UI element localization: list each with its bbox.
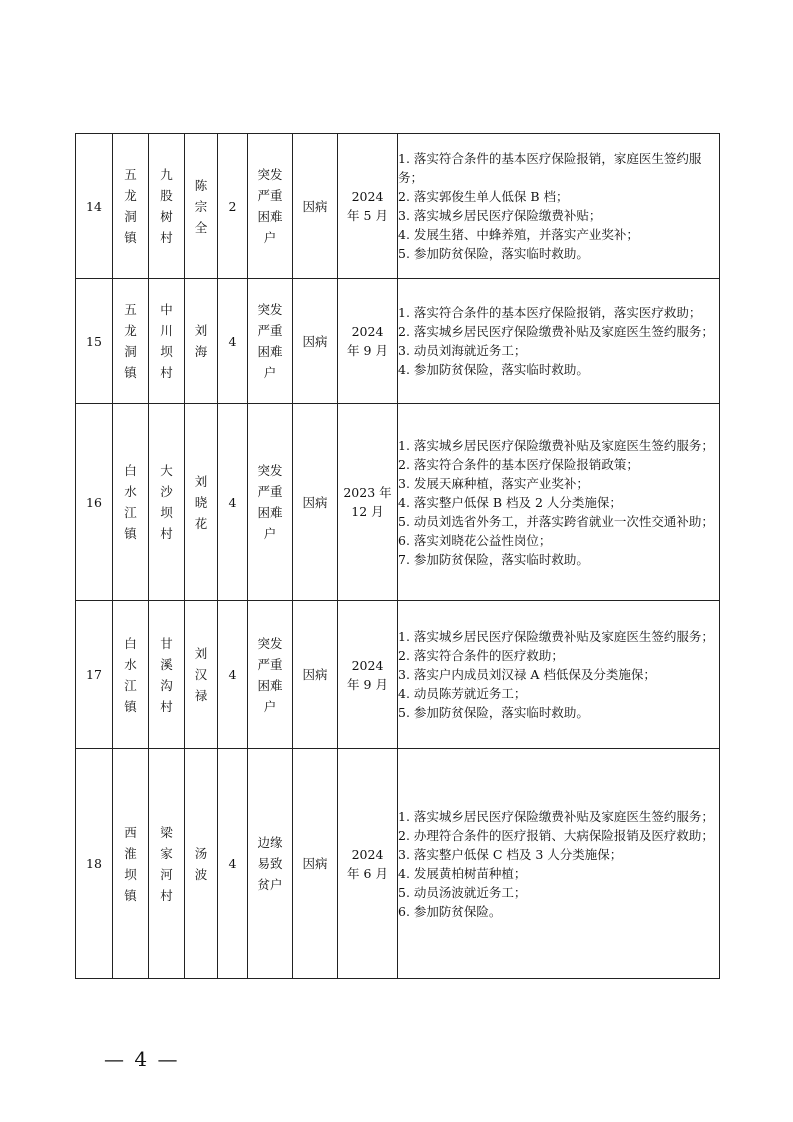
measure-item: 2. 落实郭俊生单人低保 B 档； <box>398 189 569 204</box>
village-cell: 大沙坝村 <box>149 404 185 601</box>
measure-item: 1. 落实符合条件的基本医疗保险报销，落实医疗救助； <box>398 305 702 320</box>
town-cell: 白水江镇 <box>113 601 149 749</box>
members-cell: 4 <box>218 749 248 979</box>
row-number: 18 <box>76 749 113 979</box>
table-row <box>76 749 720 979</box>
measure-item: 6. 落实刘晓花公益性岗位； <box>398 532 552 548</box>
town-cell: 五龙洞镇 <box>113 134 149 279</box>
table-row <box>76 601 720 749</box>
type-cell: 突发严重困难户 <box>248 134 293 279</box>
measure-item: 3. 发展天麻种植，落实产业奖补； <box>398 475 589 491</box>
row-number: 15 <box>76 279 113 404</box>
town-cell: 五龙洞镇 <box>113 279 149 404</box>
measure-item: 1. 落实城乡居民医疗保险缴费补贴及家庭医生签约服务； <box>398 629 714 644</box>
village-cell: 甘溪沟村 <box>149 601 185 749</box>
measure-item: 2. 办理符合条件的医疗报销、大病保险报销及医疗救助； <box>398 827 714 843</box>
village-cell: 梁家河村 <box>149 749 185 979</box>
measure-item: 3. 落实户内成员刘汉禄 A 档低保及分类施保； <box>398 667 656 682</box>
measure-item: 5. 动员刘选省外务工，并落实跨省就业一次性交通补助； <box>398 513 714 529</box>
name-cell: 陈宗全 <box>185 134 218 279</box>
name-cell: 刘晓花 <box>185 404 218 601</box>
measure-item: 2. 落实符合条件的基本医疗保险报销政策； <box>398 456 639 472</box>
date-cell: 2024 年 9 月 <box>338 601 398 749</box>
measure-item: 4. 动员陈芳就近务工； <box>398 686 527 701</box>
measure-item: 5. 参加防贫保险，落实临时救助。 <box>398 705 589 720</box>
row-number: 16 <box>76 404 113 601</box>
cause-cell: 因病 <box>293 404 338 601</box>
measure-item: 3. 落实整户低保 C 档及 3 人分类施保； <box>398 846 623 862</box>
date-cell: 2024 年 9 月 <box>338 279 398 404</box>
date-cell: 2024 年 5 月 <box>338 134 398 279</box>
measure-item: 5. 参加防贫保险，落实临时救助。 <box>398 246 589 261</box>
household-table <box>75 133 720 979</box>
date-cell: 2024 年 6 月 <box>338 749 398 979</box>
cause-cell: 因病 <box>293 749 338 979</box>
date-cell: 2023 年 12 月 <box>338 404 398 601</box>
type-cell: 突发严重困难户 <box>248 601 293 749</box>
name-cell: 刘汉禄 <box>185 601 218 749</box>
members-cell: 4 <box>218 404 248 601</box>
table-row <box>76 279 720 404</box>
measure-item: 7. 参加防贫保险，落实临时救助。 <box>398 551 589 567</box>
page-number: — 4 — <box>104 1047 180 1071</box>
measure-item: 2. 落实城乡居民医疗保险缴费补贴及家庭医生签约服务； <box>398 324 714 339</box>
measure-item: 3. 落实城乡居民医疗保险缴费补贴； <box>398 208 602 223</box>
measure-item: 4. 落实整户低保 B 档及 2 人分类施保； <box>398 494 622 510</box>
cause-cell: 因病 <box>293 601 338 749</box>
measure-item: 4. 发展生猪、中蜂养殖，并落实产业奖补； <box>398 227 639 242</box>
village-cell: 九股树村 <box>149 134 185 279</box>
measures-cell <box>398 749 720 979</box>
measure-item: 5. 动员汤波就近务工； <box>398 884 527 900</box>
row-number: 14 <box>76 134 113 279</box>
measures-cell <box>398 134 720 279</box>
measures-cell <box>398 404 720 601</box>
members-cell: 4 <box>218 279 248 404</box>
type-cell: 突发严重困难户 <box>248 279 293 404</box>
measure-item: 2. 落实符合条件的医疗救助； <box>398 648 564 663</box>
name-cell: 汤波 <box>185 749 218 979</box>
name-cell: 刘海 <box>185 279 218 404</box>
measure-item: 1. 落实城乡居民医疗保险缴费补贴及家庭医生签约服务； <box>398 808 714 824</box>
measures-cell <box>398 279 720 404</box>
row-number: 17 <box>76 601 113 749</box>
measure-item: 1. 落实城乡居民医疗保险缴费补贴及家庭医生签约服务； <box>398 437 714 453</box>
members-cell: 4 <box>218 601 248 749</box>
town-cell: 白水江镇 <box>113 404 149 601</box>
measure-item: 4. 发展黄柏树苗种植； <box>398 865 527 881</box>
measure-item: 4. 参加防贫保险，落实临时救助。 <box>398 362 589 377</box>
cause-cell: 因病 <box>293 134 338 279</box>
cause-cell: 因病 <box>293 279 338 404</box>
table-row <box>76 134 720 279</box>
type-cell: 边缘易致贫户 <box>248 749 293 979</box>
town-cell: 西淮坝镇 <box>113 749 149 979</box>
measures-cell <box>398 601 720 749</box>
village-cell: 中川坝村 <box>149 279 185 404</box>
measure-item: 3. 动员刘海就近务工； <box>398 343 527 358</box>
measure-item: 6. 参加防贫保险。 <box>398 903 502 919</box>
table-row <box>76 404 720 601</box>
type-cell: 突发严重困难户 <box>248 404 293 601</box>
members-cell: 2 <box>218 134 248 279</box>
measure-item: 1. 落实符合条件的基本医疗保险报销，家庭医生签约服务； <box>398 151 702 185</box>
